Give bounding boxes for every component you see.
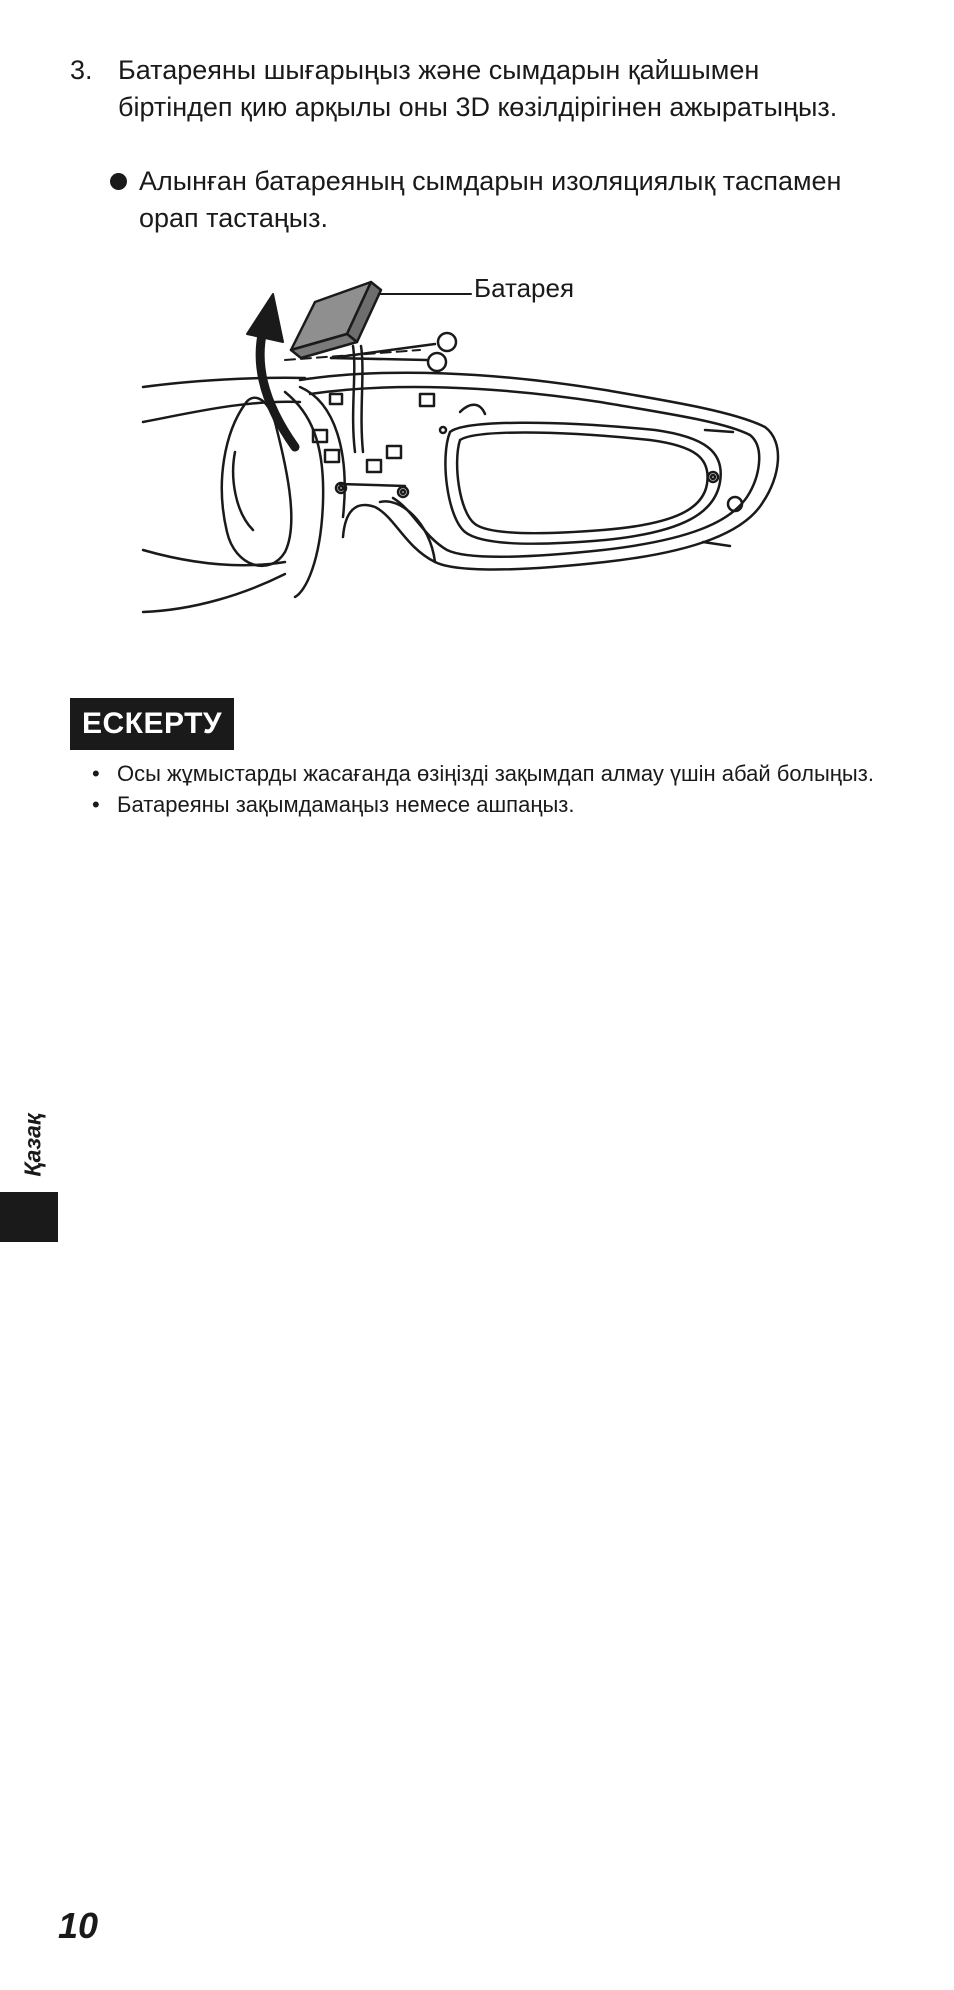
bullet-icon xyxy=(110,173,127,190)
caution-list xyxy=(90,758,880,820)
caution-item-text: Осы жұмыстарды жасағанда өзіңізді зақымдап алмау үшін абай болыңыз. xyxy=(117,761,874,786)
caution-item-text: Батареяны зақымдамаңыз немесе ашпаңыз. xyxy=(117,792,575,817)
language-tab-marker xyxy=(0,1192,58,1242)
glasses-battery-illustration xyxy=(135,262,795,642)
language-tab-label xyxy=(13,1100,53,1190)
step-number: 3. xyxy=(70,55,93,85)
step-text: Батареяны шығарыңыз және сымдарын қайшымен біртіндеп қию арқылы оны 3D көзілдірігінен ажыратыңыз. xyxy=(118,55,838,122)
caution-heading: ЕСКЕРТУ xyxy=(70,698,234,750)
page-number: 10 xyxy=(58,1905,99,1946)
battery-label: Батарея xyxy=(474,273,575,303)
caution-item xyxy=(90,758,880,789)
bullet-icon: • xyxy=(92,792,100,817)
language-label: Қазақ xyxy=(19,1113,46,1177)
sub-bullet-text: Алынған батареяның сымдарын изоляциялық таспамен орап тастаңыз. xyxy=(139,166,842,233)
sub-bullet-item xyxy=(110,163,870,237)
bullet-icon: • xyxy=(92,761,100,786)
caution-item xyxy=(90,789,880,820)
step-3 xyxy=(70,52,870,126)
